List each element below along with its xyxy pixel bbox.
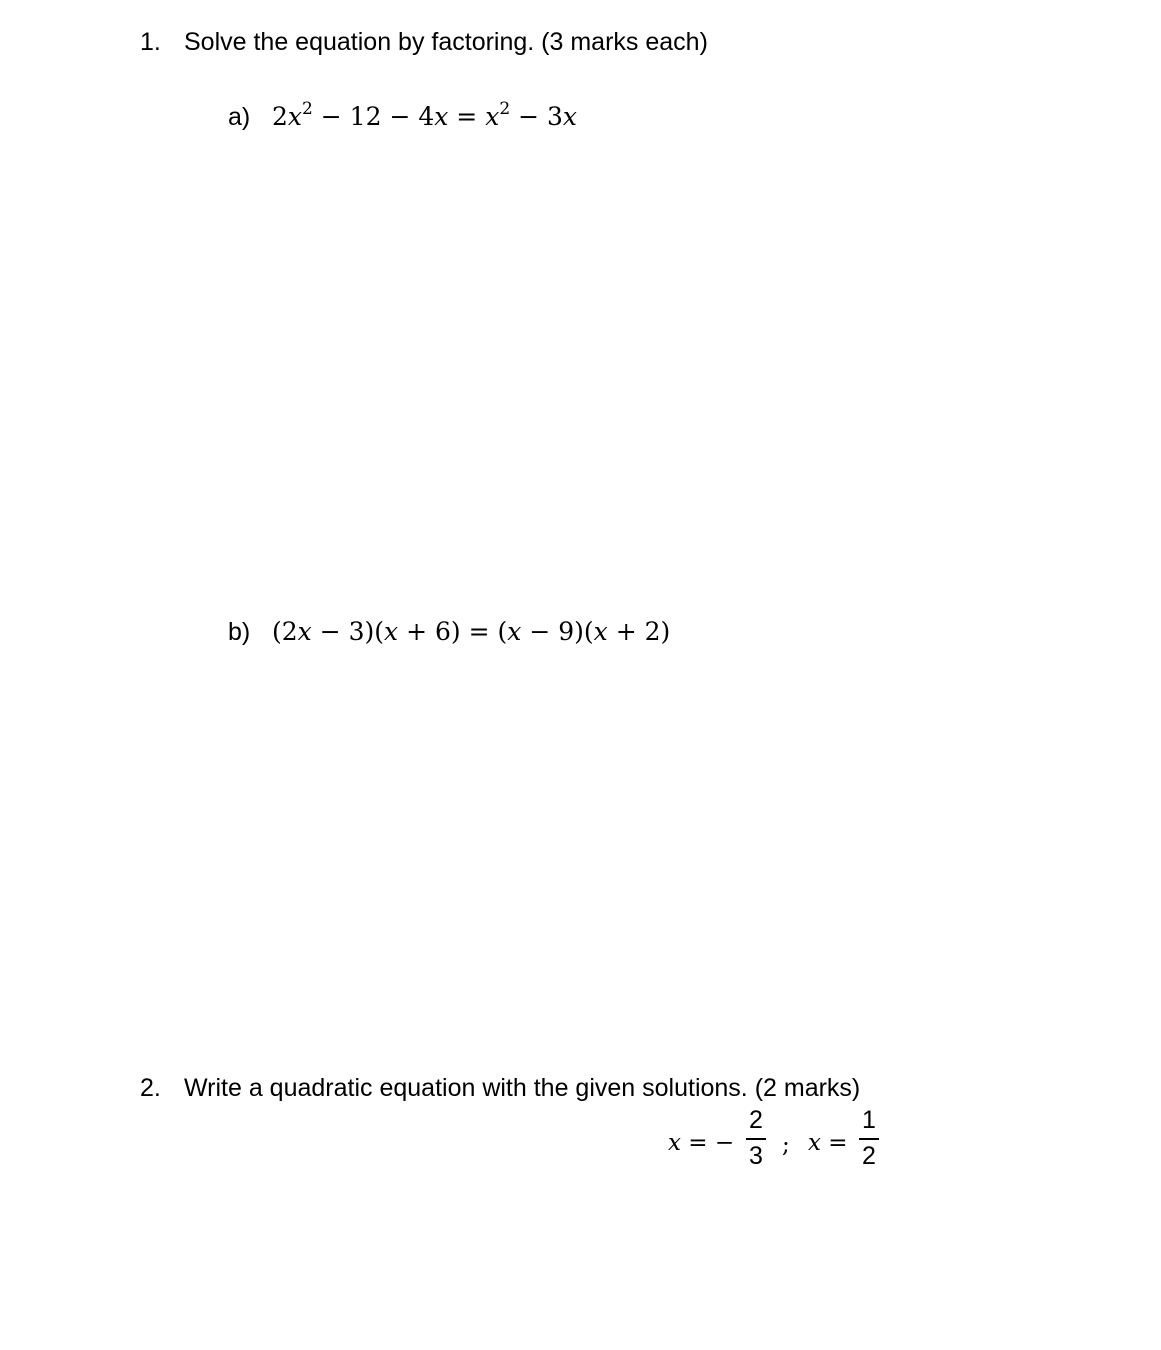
question-2-heading [140,1076,860,1101]
solution-1-fraction [744,1106,768,1176]
solution-1-prefix: x = − [668,1130,735,1156]
solution-1-fraction-bar [746,1138,766,1140]
question-1-heading [140,30,708,55]
solution-separator: ; [782,1132,790,1158]
question-2-number: 2. [140,1074,161,1102]
part-a-label: a) [228,103,251,131]
part-b-label: b) [228,618,251,646]
part-a-equation: $2x^2 - 12 - 4x = x^2 - 3x$ [272,99,577,131]
question-1-text: Solve the equation by factoring. (3 marks each) [184,28,708,56]
solution-1-denominator: 3 [749,1142,763,1170]
solution-2-fraction-bar [859,1138,879,1140]
part-b-equation: (2x − 3)(x + 6) = (x − 9)(x + 2) [272,617,671,646]
question-1b [228,619,670,645]
solution-1-numerator: 2 [749,1106,763,1134]
question-1a [228,99,577,131]
solution-2-denominator: 2 [862,1142,876,1170]
solution-2-numerator: 1 [862,1106,876,1134]
question-2-text: Write a quadratic equation with the given solutions. (2 marks) [184,1074,861,1102]
question-1-number: 1. [140,28,161,56]
solution-2-fraction [857,1106,881,1176]
solution-2-prefix: x = [808,1130,848,1156]
